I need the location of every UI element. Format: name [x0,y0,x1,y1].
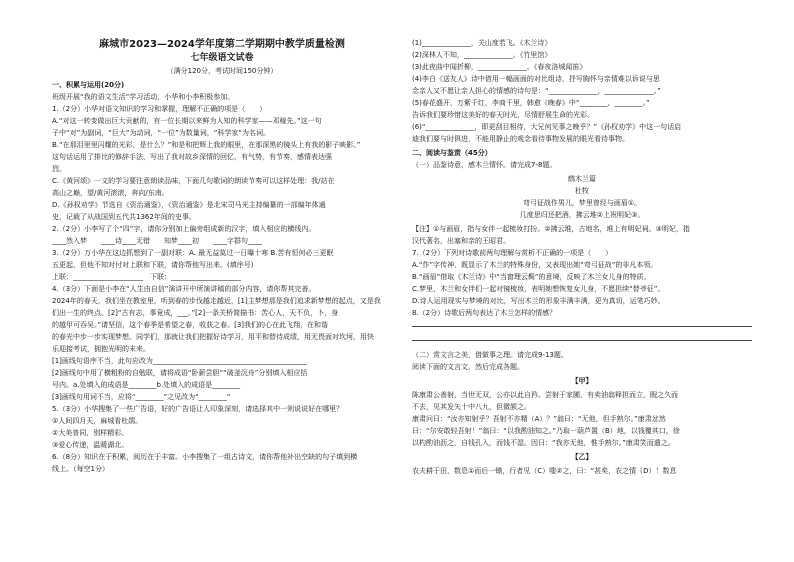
exam-meta: （满分120分，考试时间150分钟） [166,67,278,75]
text-line: 线上。（每空1分） [52,465,109,473]
question-line: 8.（2分）诗歌后两句表达了木兰怎样的情感？ [412,309,557,317]
question-line: 3.（2分）万小华在这边抓想到了一副对联：A. 最无益莫过一日曝十寒 B.苦有恒何必三更眠 [52,249,334,257]
passage-line: 们出一生的终点。[2]“古有志，事竟成，___。”[2]一条关桥简描书：苦心人，天不负，卜，身 [52,309,339,317]
passage-line: 康肃问曰：“汝亦知射乎？吾射不亦精（A）？”翁曰：“无他，但手熟尔。”康肃忿然 [412,415,666,423]
text-line: [2]画线句中用了横粗粉的自勉联，请将成语“卧薪尝胆”“破釜沉舟”分别填入相应括 [52,369,308,377]
text-line: （二）赏文言之美，借做事之理。请完成9-13题。 [412,351,568,359]
fill-blank-line: (5)春花盛开，万紫千红，李商千里，韩愈《晚春》中“________，________。” [412,99,650,107]
text-line: 告诉我们要珍惜这美好的春天时光，尽情舒展生命的光彩。 [412,111,594,119]
passage-line: 陈康肃公善射，当世无双，公亦以此自矜。尝射于家圃，有卖油翁释担而立，睨之久而 [412,391,678,399]
text-line: 子中“对”为副词，“巨大”为动词，“一位”为数量词，“科学家”为名词。 [52,129,271,137]
fill-blank-line: [1]画线句语序不当，此句应改为____________________________________________ [52,357,307,365]
passage-line: 的春光中步一步实现梦想。同学们，那就让我们把握好诗学习，用平和替待成绩，用无畏面对坎坷，用快 [52,333,374,341]
option-line: B.“画眉”借取《木兰诗》中“当窗理云鬓”的意境，反映了木兰女儿身的特质。 [412,273,651,281]
answer-line[interactable] [412,340,752,341]
question-line: 7.（2分）下列对诗歌前两句理解与赏析不正确的一项是（ ） [412,249,613,257]
question-line: 5.（3分）小华搜集了一些广告语，好的广告语让人印象深刻，请选择其中一则说说好在哪里？ [52,405,344,413]
question-line: 2.（2分）小李写了个“四”字，请你分别加上偏旁组成新的汉字，填入相应的横线内。 [52,225,316,233]
passage-line: 的越甲可吞吴。”请坚信，这个春季是希望之春，收获之春。[3]我们的心在此飞翔，在和谐 [52,321,329,329]
question-line: 1.（2分）小华对语文知识的学习和掌握，理解不正确的项是（ ） [52,105,267,113]
section-heading: 一、积累与运用(20分) [52,81,125,89]
option-line: A.“作”字传神，既显示了木兰的特殊身份，又表现出她“弯弓征战”的非凡本领。 [412,261,658,269]
text-line: (4)李白《送友人》诗中借用一幅画面的对比组诗，抒写胸怀与亲情难以诉说与思 [412,75,660,83]
fill-blank-line: 上联：____________________ 下联：____________________ [52,273,241,281]
text-line: 迪我们要与时俱进，不能用静止的观念看待事物发展的眼光看待事物。 [412,135,629,143]
poem-line: 弯弓征战作男儿，梦里曾经与画眉①。 [522,199,642,207]
passage-line: 农夫耕于田，数息①而后一锄，行者见（C）嗤②之，曰：“甚矣，农之情（D）！数息 [412,467,677,475]
section-heading: 二、阅读与鉴赏（45分） [412,149,492,157]
text-line: （一）品鉴诗意，感木兰情怀。请完成7-8题。 [412,161,557,169]
option-line: D.《孙权劝学》节选自《资治通鉴》，《资治通鉴》是北宋司马光主持编纂的一部编年体通 [52,201,326,209]
list-item: ①人间四月天，麻城看杜鹃。 [52,417,143,425]
fill-blank-line: (1)______________，关山度若飞。《木兰诗》 [412,39,552,47]
fill-blank-line: (2)深林人不知，______________。《竹里馆》 [412,51,552,59]
answer-line[interactable] [412,326,752,327]
text-line: 烈。 [52,165,66,173]
option-line: C.《黄河颂》一文的学习要注意朗读品味，下面几句歌词的朗读节奏可以这样处理：我/站在 [52,177,335,185]
text-line: 阅读下面的文言文，然后完成各题。 [412,363,524,371]
poem-author: 杜牧 [575,187,589,195]
passage-label: 【甲】 [571,377,593,385]
question-line: 4.（3分）下面是小李在“人生由自信”演讲开中所演讲稿的部分内容，请你帮其完善。 [52,285,316,293]
text-line: 这句话运用了排比的修辞手法，写出了我对故乡深情的回忆，有气势，有节奏，感情表达强 [52,153,332,161]
option-line: B.“在那泪里里闪耀的光彩，是什么？”和是和把辉上我的眼里，在那深黑的镜头上有我的影子映影。” [52,141,361,149]
list-item: ②大美普同，别样精彩。 [52,429,129,437]
note-line: 【注】①与画眉，指与女伴一起梳妆打扮。②拂云堆，古地名，堆上有明妃祠。③明妃，指 [412,225,690,233]
passage-line: 曰：“尔安敢轻吾射！”翁曰：“以我酌油知之。”乃取一葫芦置（B）地，以钱覆其口，徐 [412,427,680,435]
text-line: 史，记载了从战国到五代共1362年间的史事。 [52,213,196,221]
fill-blank-line: (3)此夜曲中闻折柳，______________。《春夜洛城闻笛》 [412,63,587,71]
poem-line: 几度思归还把酒，拂云堆②上祝明妃③。 [519,211,645,219]
note-line: 汉代著名，出塞和亲的王昭君。 [412,237,510,245]
passage-label: 【乙】 [571,453,593,461]
text-line: 高山之巅，望/黄河滚滚，奔向/东南。 [52,189,169,197]
option-line: D.诗人运用现实与梦境的对比，写出木兰的形象丰满丰满，更为真切，运笔巧妙。 [412,297,665,305]
exam-subtitle: 七年级语文试卷 [190,53,254,63]
list-item: ③爱心传递，温暖湖北。 [52,441,129,449]
fill-blank-line: (6)“______________，即更刮目相待，大兄何见事之晚乎？”《孙权劝学》中这一句话启 [412,123,682,131]
option-line: A.“对这一转变做出巨大贡献的，有一位长期以来鲜为人知的科学家——邓稼先。”这一句 [52,117,322,125]
fill-blank-line: 念亲人又不愿让亲人担心的情感的诗句是：“______________，______________。” [412,87,661,95]
poem-title: 鹧木兰篇 [568,175,596,183]
fill-blank-line: ____然入梦 ____诗____无错 知梦____初 ____字群句____ [52,237,262,245]
passage-line: 2024年的春天，我们坐在教室里，听到春的步伐越走越近，[1]主梦想那是我们追求新梦想的起点，又是我 [52,297,381,305]
exam-title: 麻城市2023—2024学年度第二学期期中教学质量检测 [99,39,345,50]
question-line: 6.（8分）知识在于积累，阅历在于丰富。小李搜集了一组古诗文，请你帮他补出空缺的句子填到横 [52,453,358,461]
fill-blank-line: 号内。a.处填入的成语是________b.处填入的成语是________ [52,381,241,389]
passage-line: 以杓酌油沥之，自钱孔入，而钱不湿。因曰：“我亦无他，惟手熟尔。”康肃笑而遣之。 [412,439,675,447]
fill-blank-line: [3]画线句用词不当，应将“________”之见改为“________” [52,393,231,401]
option-line: C.梦里，木兰和女伴们一起对镜梳妆，表明她想恢复女儿身，不愿担续“替爷征”。 [412,285,665,293]
text-line: 五更起，但他不知对付对上联和下联，请你帮他写出来。(填序号) [52,261,254,269]
passage-line: 不去，见其发矢十中八九，但微颔之。 [412,403,531,411]
passage-line: 乐迎接考试，拥抱光明的未来。 [52,345,150,353]
text-line: 班级开展“我的语文生活”学习活动，小华和小李积极参加。 [52,93,235,101]
